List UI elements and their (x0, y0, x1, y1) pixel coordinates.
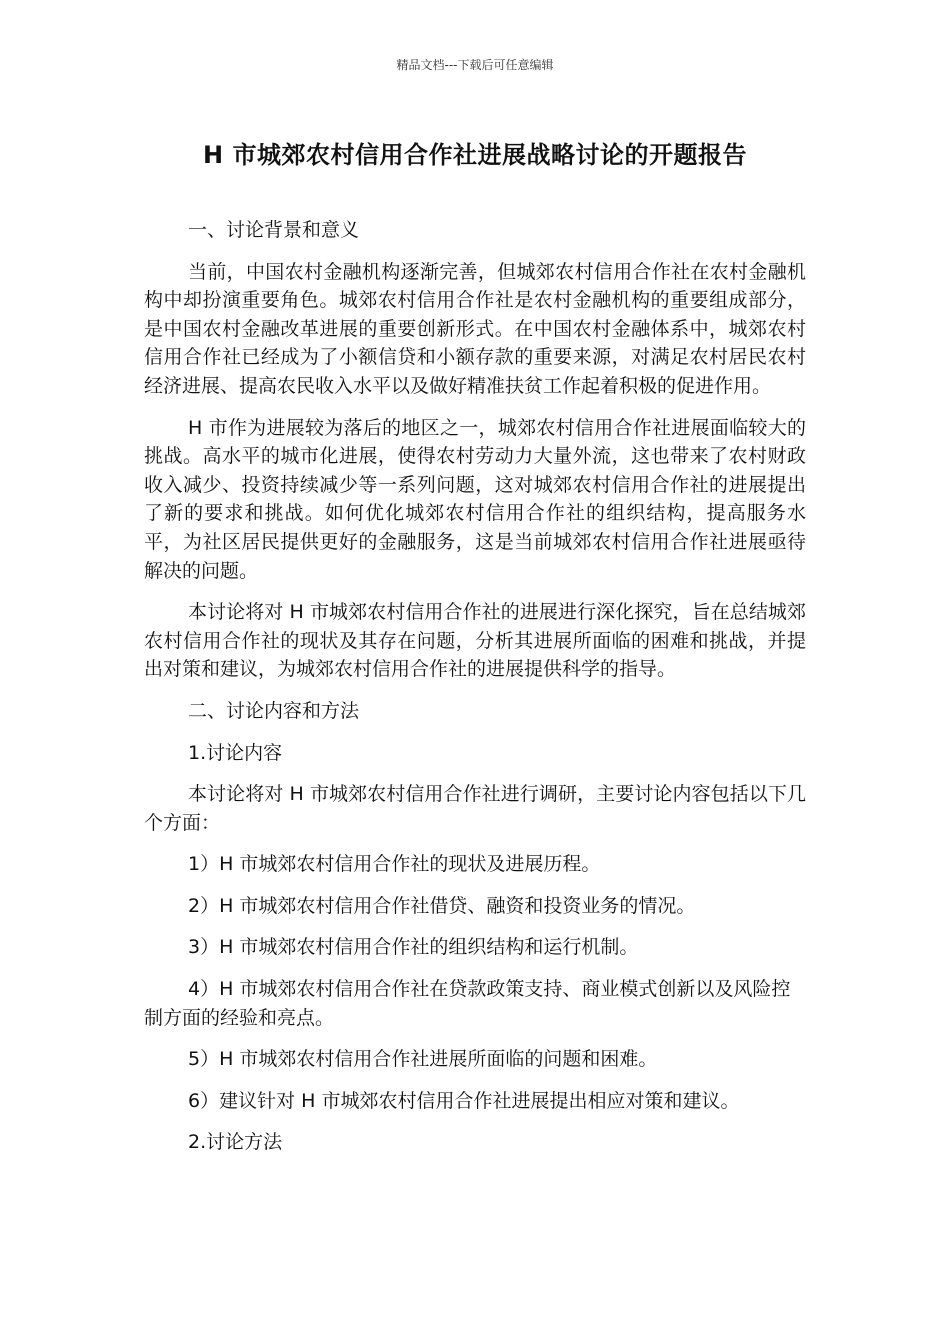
paragraph-background-1: 当前，中国农村金融机构逐渐完善，但城郊农村信用合作社在农村金融机构中却扮演重要角色。城郊农村信用合作社是农村金融机构的重要组成部分，是中国农村金融改革进展的重要创新形式。在中国农村金融体系中，城郊农村信用合作社已经成为了小额信贷和小额存款的重要来源，对满足农村居民农村经济进展、提高农民收入水平以及做好精准扶贫工作起着积极的促进作用。 (144, 260, 806, 397)
header-note: 精品文档---下载后可任意编辑 (396, 58, 554, 72)
subheading-research-content: 1.讨论内容 (188, 741, 283, 764)
paragraph-research-intro: 本讨论将对 H 市城郊农村信用合作社进行调研，主要讨论内容包括以下几个方面： (144, 783, 806, 834)
paragraph-background-2: H 市作为进展较为落后的地区之一，城郊农村信用合作社进展面临较大的挑战。高水平的城市化进展，使得农村劳动力大量外流，这也带来了农村财政收入减少、投资持续减少等一系列问题，这对城郊农村信用合作社的进展提出了新的要求和挑战。如何优化城郊农村信用合作社的组织结构，提高服务水平，为社区居民提供更好的金融服务，这是当前城郊农村信用合作社进展亟待解决的问题。 (144, 416, 806, 582)
list-item: 1）H 市城郊农村信用合作社的现状及进展历程。 (188, 853, 601, 876)
list-item: 2）H 市城郊农村信用合作社借贷、融资和投资业务的情况。 (188, 894, 696, 917)
document-body (144, 216, 806, 1170)
section-heading-background: 一、讨论背景和意义 (188, 219, 360, 241)
section-heading-content-method: 二、讨论内容和方法 (188, 699, 360, 722)
paragraph-background-3: 本讨论将对 H 市城郊农村信用合作社的进展进行深化探究，旨在总结城郊农村信用合作社的现状及其存在问题，分析其进展所面临的困难和挑战，并提出对策和建议，为城郊农村信用合作社的进展提供科学的指导。 (144, 601, 806, 681)
list-item: 5）H 市城郊农村信用合作社进展所面临的问题和困难。 (188, 1048, 658, 1071)
list-item: 6）建议针对 H 市城郊农村信用合作社进展提出相应对策和建议。 (188, 1089, 740, 1112)
list-item: 4）H 市城郊农村信用合作社在贷款政策支持、商业模式创新以及风险控制方面的经验和亮点。 (144, 978, 791, 1029)
subheading-research-method: 2.讨论方法 (188, 1131, 283, 1154)
document-title: H 市城郊农村信用合作社进展战略讨论的开题报告 (203, 141, 747, 169)
list-item: 3）H 市城郊农村信用合作社的组织结构和运行机制。 (188, 936, 639, 959)
